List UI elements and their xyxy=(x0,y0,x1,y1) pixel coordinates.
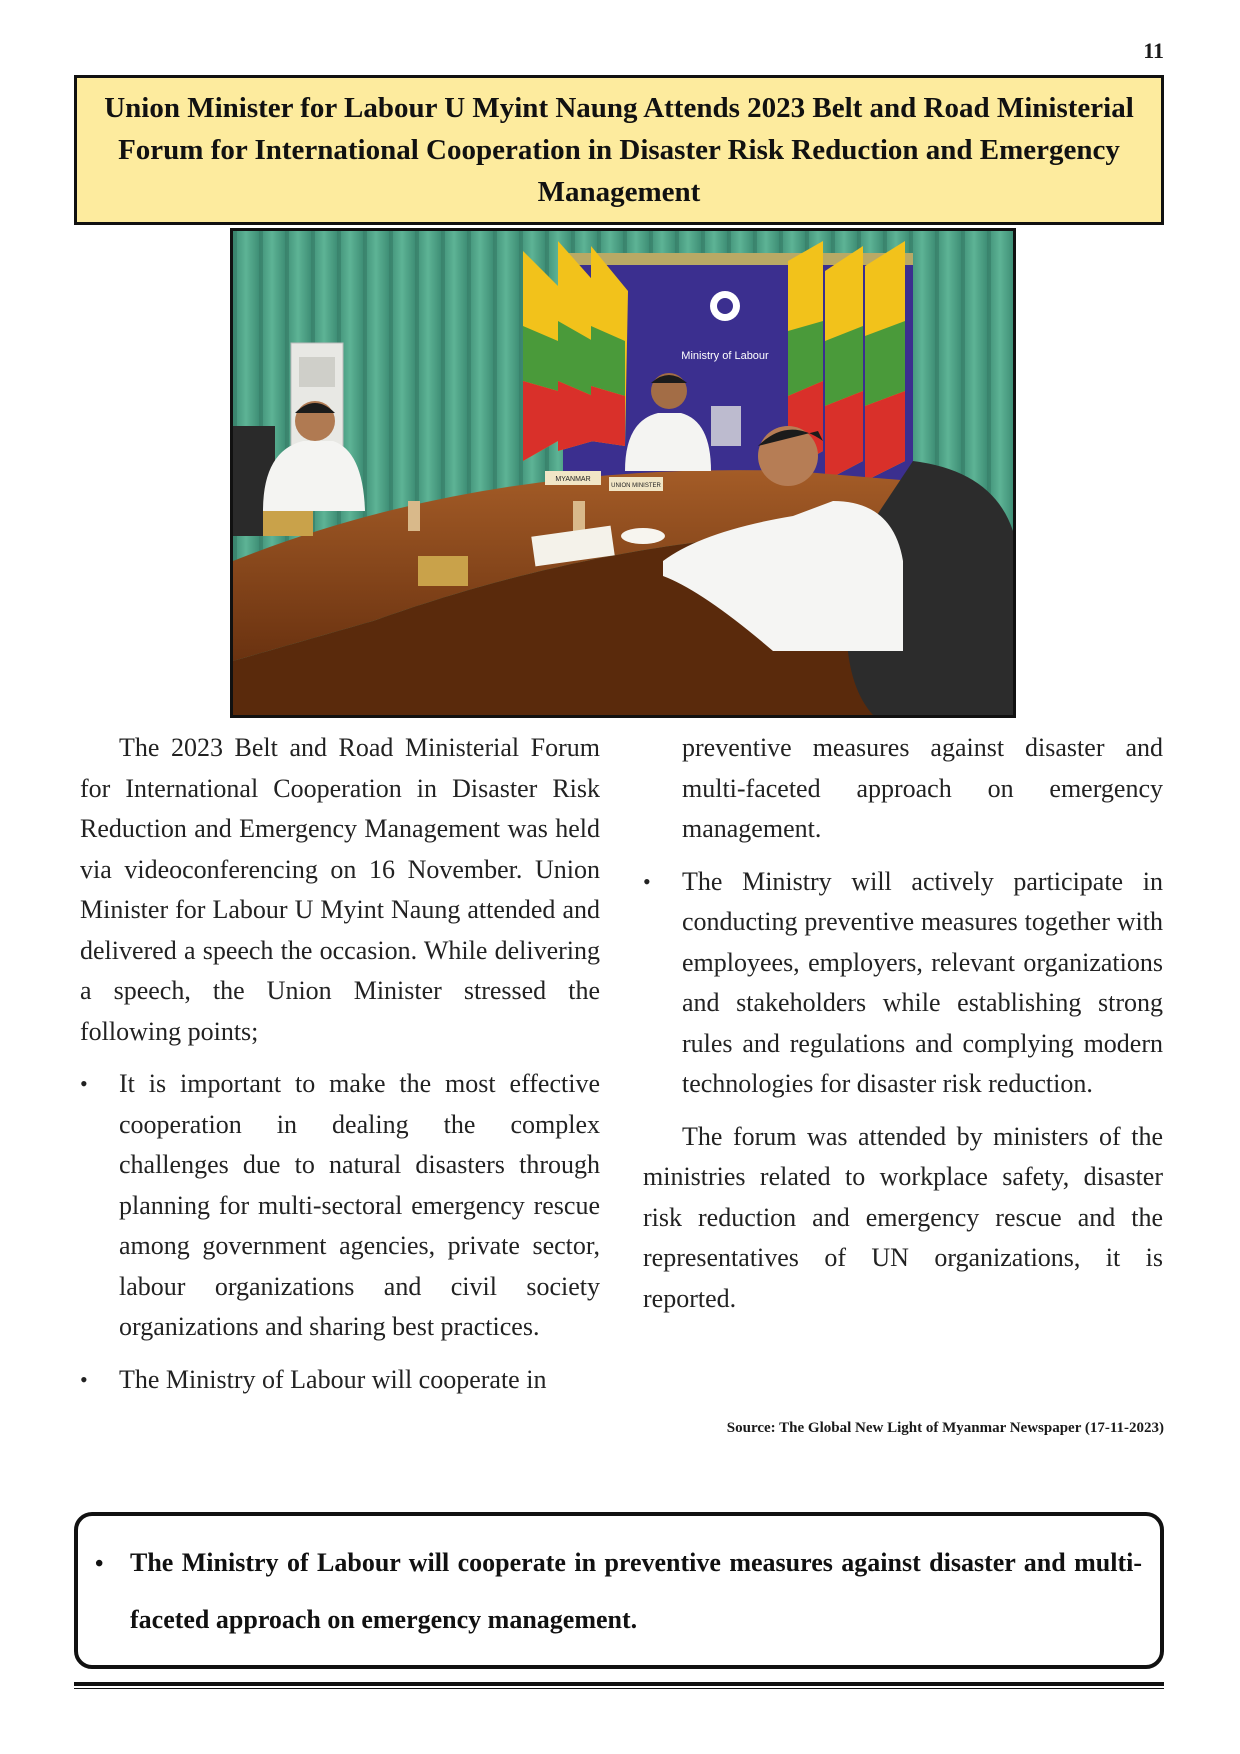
key-point-2-continued: preventive measures against disaster and multi-faceted approach on emergency management. xyxy=(682,733,1163,843)
footer-rule-thin xyxy=(74,1688,1164,1689)
headline-box xyxy=(74,75,1164,225)
key-point-1: • It is important to make the most effective cooperation in dealing the complex challenges due to natural disasters through planning for multi-sectoral emergency rescue among government agencies, private sector, labour organizations and civil society organizations and sharing best practices. xyxy=(80,1064,600,1348)
article-closing: The forum was attended by ministers of the ministries related to workplace safety, disaster risk reduction and emergency rescue and the representatives of UN organizations, it is reported. xyxy=(643,1121,1163,1313)
highlight-text: The Ministry of Labour will cooperate in preventive measures against disaster and multi-faceted approach on emergency management. xyxy=(130,1548,1142,1634)
headline: Union Minister for Labour U Myint Naung Attends 2023 Belt and Road Ministerial Forum for International Cooperation in Disaster Risk Reduction and Emergency Management xyxy=(104,92,1134,208)
article-column-left xyxy=(80,728,600,1412)
svg-text:UNION MINISTER: UNION MINISTER xyxy=(611,483,661,489)
key-points-list-continued xyxy=(643,862,1163,1105)
meeting-photo-illustration xyxy=(233,231,1013,715)
backdrop-label: Ministry of Labour xyxy=(681,350,769,362)
bullet-dot: • xyxy=(95,1551,104,1577)
key-points-list xyxy=(80,1064,600,1400)
tissue-box xyxy=(418,556,468,586)
flags-left xyxy=(523,241,628,461)
key-point-3: • The Ministry will actively participate in conducting preventive measures together with employees, employers, relevant organizations and stakeholders while establishing strong rules and regulations and complying modern technologies for disaster risk reduction. xyxy=(643,862,1163,1105)
meeting-photo xyxy=(230,228,1016,718)
highlight-box xyxy=(74,1512,1164,1669)
article-intro: The 2023 Belt and Road Ministerial Forum for International Cooperation in Disaster Risk Reduction and Emergency Management was held via videoconferencing on 16 November. Union Minister for Labour U Myint Naung attended and delivered a speech the occasion. While delivering a speech, the Union Minister stressed the following points; xyxy=(80,733,600,1046)
key-point-2-start: • The Ministry of Labour will cooperate in xyxy=(80,1360,600,1401)
page-number: 11 xyxy=(1143,38,1164,63)
source-credit: Source: The Global New Light of Myanmar Newspaper (17-11-2023) xyxy=(726,1420,1164,1436)
article-column-right xyxy=(643,728,1163,1319)
footer-rule-thick xyxy=(74,1682,1164,1686)
svg-text:MYANMAR: MYANMAR xyxy=(555,476,591,483)
